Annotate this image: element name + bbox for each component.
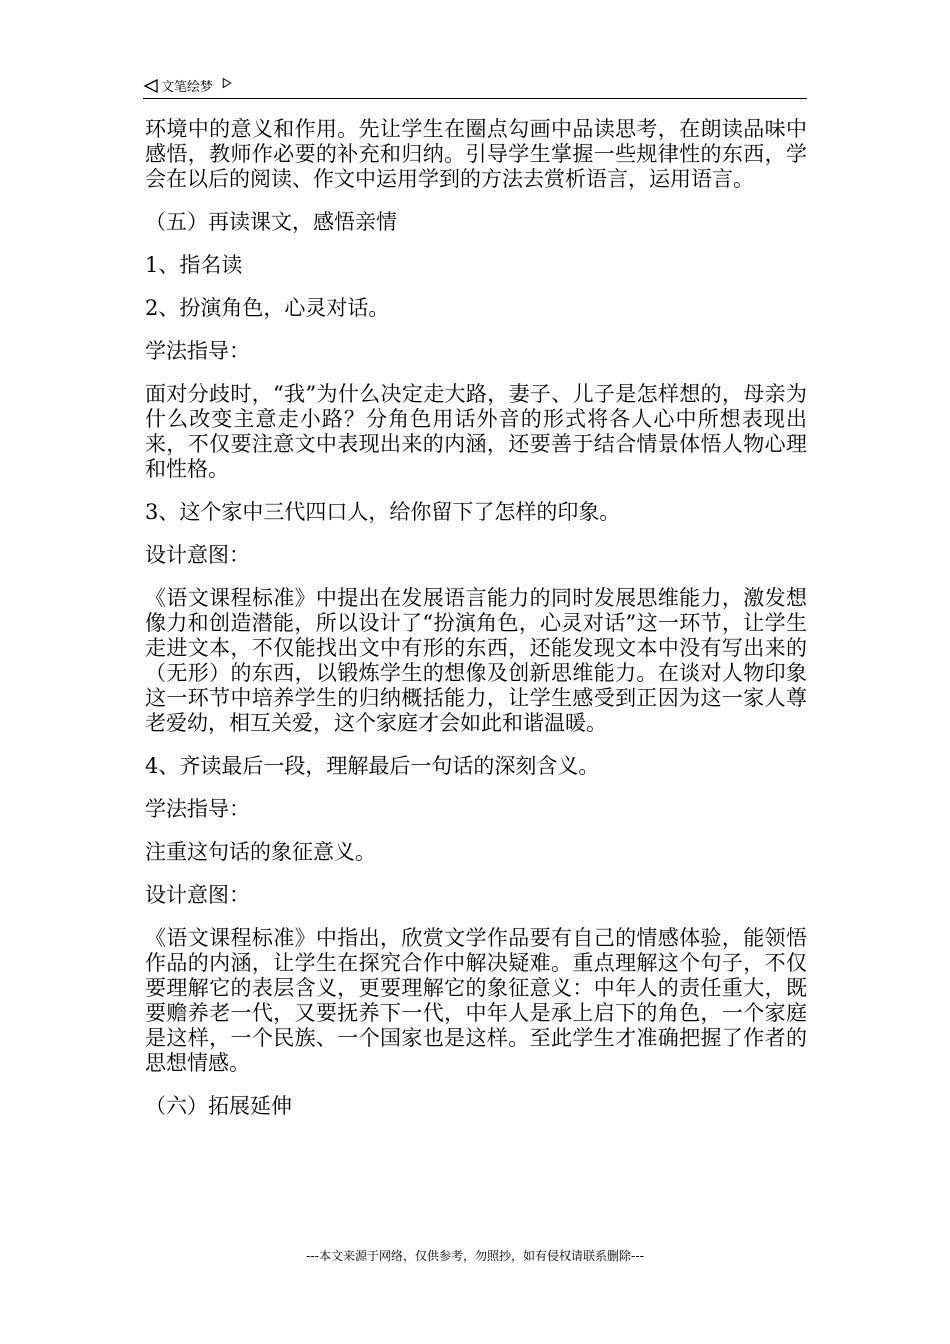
- label: 设计意图：: [145, 543, 250, 567]
- paragraph: 注重这句话的象征意义。: [145, 840, 376, 864]
- brand-text: 文笔绘梦: [161, 80, 214, 95]
- list-item: 2、扮演角色，心灵对话。: [145, 296, 390, 320]
- page-header: [143, 72, 807, 99]
- list-item: 1、指名读: [145, 253, 243, 277]
- page-footer: ---本文来源于网络，仅供参考，勿照抄，如有侵权请联系删除---: [306, 1249, 644, 1263]
- label: 设计意图：: [145, 883, 250, 907]
- document-body: [145, 117, 807, 1137]
- paragraph: 《语文课程标准》中提出在发展语言能力的同时发展思维能力，激发想像力和创造潜能，所以设计了“扮演角色，心灵对话”这一环节，让学生走进文本，不仅能找出文中有形的东西，还能发现文本中没有写出来的（无形）的东西，以锻炼学生的想像及创新思维能力。在谈对人物印象这一环节中培养学生的归纳概括能力，让学生感受到正因为这一家人尊老爱幼，相互关爱，这个家庭才会如此和谐温暖。: [145, 586, 807, 735]
- list-item: 3、这个家中三代四口人，给你留下了怎样的印象。: [145, 500, 621, 524]
- triangle-left-icon: [143, 78, 159, 94]
- label: 学法指导：: [145, 797, 250, 821]
- paragraph: 《语文课程标准》中指出，欣赏文学作品要有自己的情感体验，能领悟作品的内涵，让学生在探究合作中解决疑难。重点理解这个句子，不仅要理解它的表层含义，更要理解它的象征意义：中年人的责任重大，既要赡养老一代，又要抚养下一代，中年人是承上启下的角色，一个家庭是这样，一个民族、一个国家也是这样。至此学生才准确把握了作者的思想情感。: [145, 926, 807, 1075]
- list-item: 4、齐读最后一段，理解最后一句话的深刻含义。: [145, 754, 600, 778]
- label: 学法指导：: [145, 339, 250, 363]
- paragraph: 环境中的意义和作用。先让学生在圈点勾画中品读思考，在朗读品味中感悟，教师作必要的补充和归纳。引导学生掌握一些规律性的东西，学会在以后的阅读、作文中运用学到的方法去赏析语言，运用语言。: [145, 117, 807, 191]
- triangle-right-icon: [221, 77, 233, 89]
- section-heading: （六）拓展延伸: [145, 1094, 292, 1118]
- paragraph: 面对分歧时，“我”为什么决定走大路，妻子、儿子是怎样想的，母亲为什么改变主意走小路？分角色用话外音的形式将各人心中所想表现出来，不仅要注意文中表现出来的内涵，还要善于结合情景体悟人物心理和性格。: [145, 382, 807, 481]
- header-brand: [143, 76, 233, 95]
- section-heading: （五）再读课文，感悟亲情: [145, 210, 397, 234]
